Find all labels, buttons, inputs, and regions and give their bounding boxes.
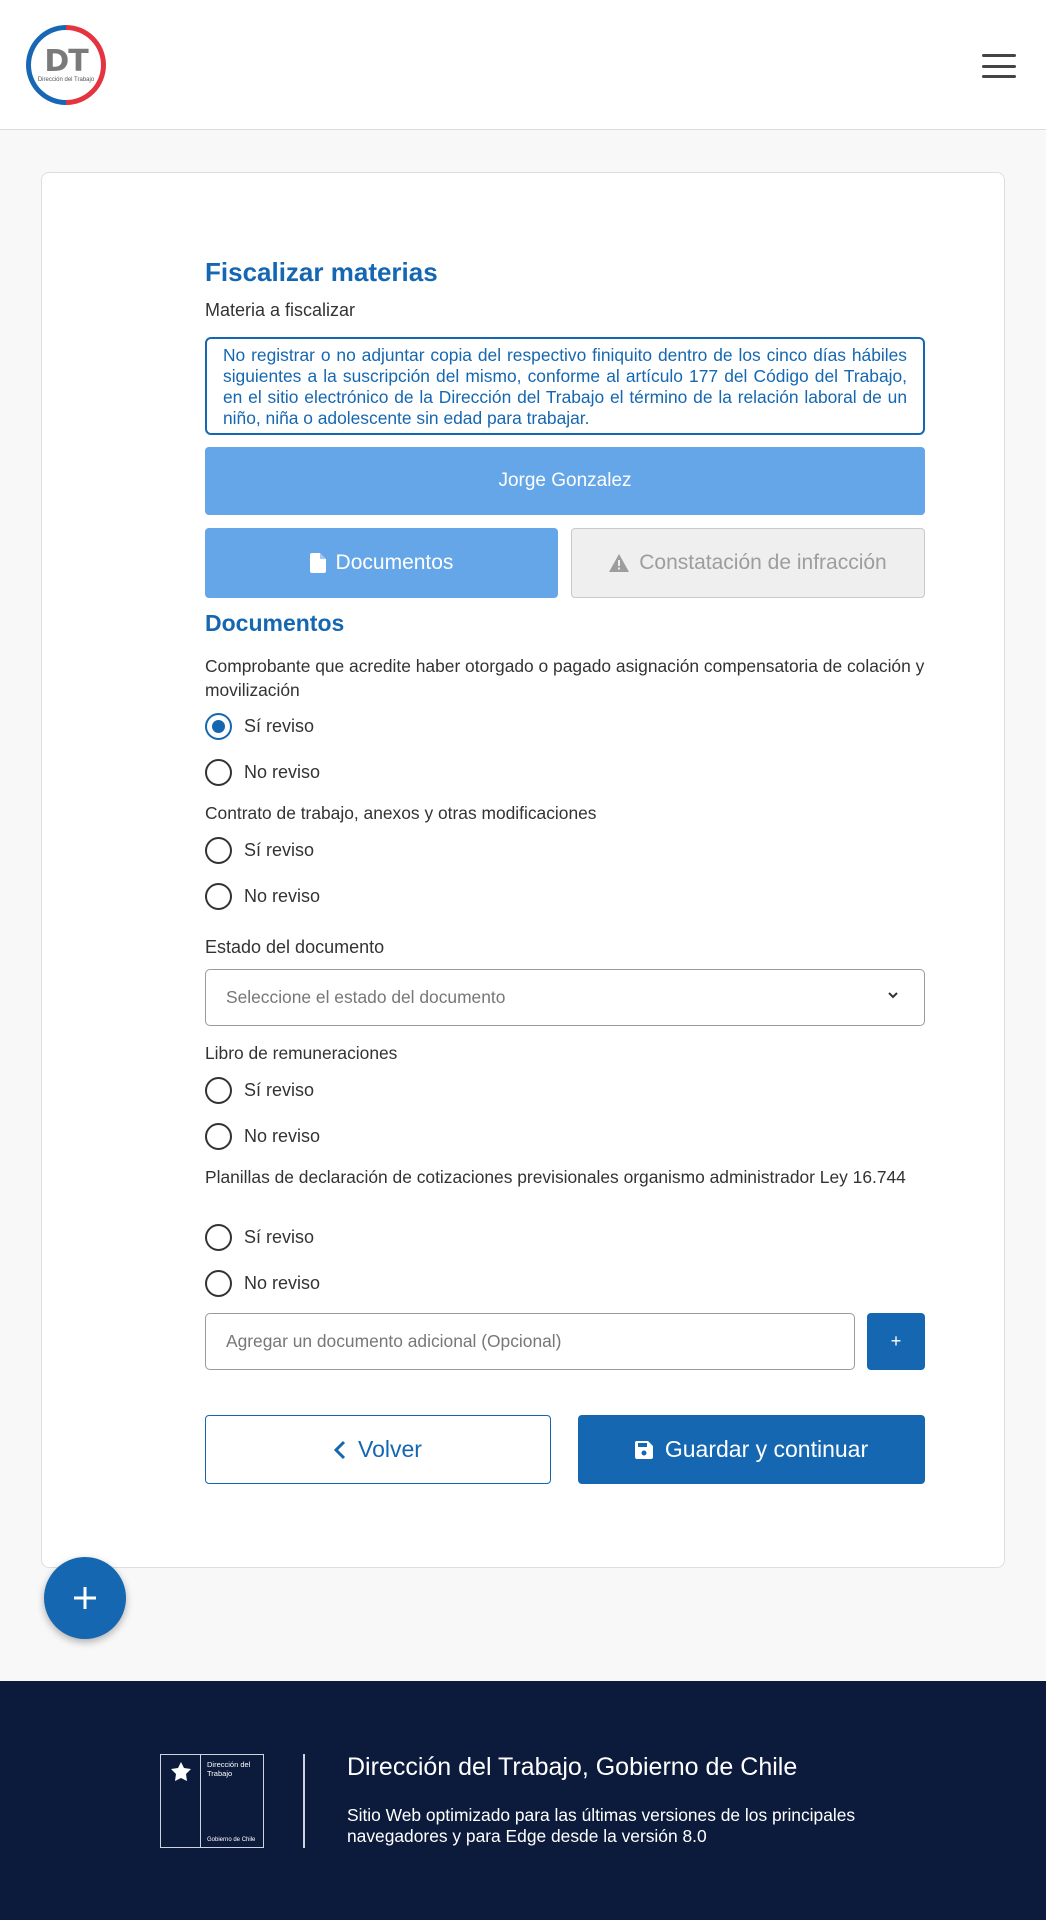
section-title-documentos: Documentos bbox=[205, 610, 345, 636]
radio-comprobante-si[interactable] bbox=[205, 713, 314, 740]
tab-documentos[interactable] bbox=[205, 528, 558, 598]
form-card bbox=[41, 172, 1005, 1568]
question-contrato: Contrato de trabajo, anexos y otras modificaciones bbox=[205, 803, 597, 823]
dt-logo-subtitle: Dirección del Trabajo bbox=[37, 76, 95, 83]
additional-document-input[interactable] bbox=[205, 1313, 855, 1370]
radio-libro-si[interactable] bbox=[205, 1077, 314, 1104]
gov-logo-line1: Dirección del Trabajo bbox=[207, 1760, 251, 1778]
radio-label: No reviso bbox=[244, 1126, 321, 1146]
materia-label: Materia a fiscalizar bbox=[205, 300, 356, 320]
dt-logo-inner bbox=[31, 30, 101, 100]
radio-circle-checked bbox=[205, 713, 232, 740]
save-button-label: Guardar y continuar bbox=[664, 1436, 869, 1462]
radio-circle bbox=[205, 1123, 232, 1150]
radio-circle bbox=[205, 1077, 232, 1104]
gov-logo-text-area bbox=[201, 1755, 263, 1847]
question-planillas: Planillas de declaración de cotizaciones previsionales organismo administrador Ley 16.744 bbox=[205, 1167, 906, 1187]
dt-logo[interactable] bbox=[26, 25, 106, 105]
chevron-left-icon bbox=[334, 1440, 346, 1460]
radio-circle bbox=[205, 759, 232, 786]
radio-planillas-no[interactable] bbox=[205, 1270, 320, 1297]
radio-label: Sí reviso bbox=[244, 1227, 315, 1247]
warning-icon bbox=[609, 554, 629, 572]
materia-text-box: No registrar o no adjuntar copia del respectivo finiquito dentro de los cinco días hábiles siguientes a la suscripción del mismo, conforme al artículo 177 del Código del Trabajo, en el sitio electrónico de la Dirección del Trabajo el término de la relación laboral de un niño, niña o adolescente sin edad para trabajar. bbox=[205, 337, 925, 435]
back-button[interactable] bbox=[205, 1415, 551, 1484]
estado-select[interactable] bbox=[205, 969, 925, 1026]
floating-add-button[interactable] bbox=[44, 1557, 126, 1639]
radio-contrato-si[interactable] bbox=[205, 837, 314, 864]
person-button[interactable]: Jorge Gonzalez bbox=[205, 447, 925, 515]
tab-constatacion-label: Constatación de infracción bbox=[639, 551, 887, 574]
app-header bbox=[0, 0, 1046, 130]
radio-circle bbox=[205, 883, 232, 910]
estado-label: Estado del documento bbox=[205, 937, 385, 957]
page-title: Fiscalizar materias bbox=[205, 257, 438, 287]
radio-label: No reviso bbox=[244, 762, 321, 782]
plus-icon bbox=[71, 1584, 99, 1612]
radio-label: Sí reviso bbox=[244, 840, 315, 860]
estado-select-placeholder: Seleccione el estado del documento bbox=[226, 987, 506, 1007]
radio-circle bbox=[205, 1224, 232, 1251]
gov-logo-line2: Gobierno de Chile bbox=[207, 1837, 256, 1843]
coat-of-arms-icon bbox=[161, 1755, 201, 1847]
radio-libro-no[interactable] bbox=[205, 1123, 320, 1150]
radio-label: No reviso bbox=[244, 886, 321, 906]
radio-circle bbox=[205, 837, 232, 864]
save-icon bbox=[635, 1441, 653, 1459]
dt-logo-text: DT bbox=[44, 43, 88, 79]
add-document-button[interactable]: + bbox=[867, 1313, 925, 1370]
site-footer bbox=[0, 1681, 1046, 1920]
gobierno-chile-logo bbox=[160, 1754, 264, 1848]
footer-title: Dirección del Trabajo, Gobierno de Chile bbox=[347, 1753, 798, 1781]
chevron-down-icon bbox=[886, 988, 900, 1002]
footer-description: Sitio Web optimizado para las últimas versiones de los principales navegadores y para Edge desde la versión 8.0 bbox=[347, 1805, 856, 1846]
save-continue-button[interactable] bbox=[578, 1415, 925, 1484]
tab-constatacion[interactable] bbox=[571, 528, 925, 598]
tab-documentos-label: Documentos bbox=[335, 551, 454, 574]
radio-contrato-no[interactable] bbox=[205, 883, 320, 910]
question-libro: Libro de remuneraciones bbox=[205, 1043, 398, 1063]
radio-comprobante-no[interactable] bbox=[205, 759, 320, 786]
radio-label: Sí reviso bbox=[244, 716, 315, 736]
document-icon bbox=[310, 553, 326, 573]
radio-label: Sí reviso bbox=[244, 1080, 315, 1100]
radio-label: No reviso bbox=[244, 1273, 321, 1293]
hamburger-menu-icon[interactable] bbox=[982, 54, 1016, 78]
question-comprobante: Comprobante que acredite haber otorgado o pagado asignación compensatoria de colación y movilización bbox=[205, 656, 925, 700]
radio-circle bbox=[205, 1270, 232, 1297]
back-button-label: Volver bbox=[358, 1436, 422, 1462]
radio-planillas-si[interactable] bbox=[205, 1224, 314, 1251]
footer-divider bbox=[303, 1754, 305, 1848]
